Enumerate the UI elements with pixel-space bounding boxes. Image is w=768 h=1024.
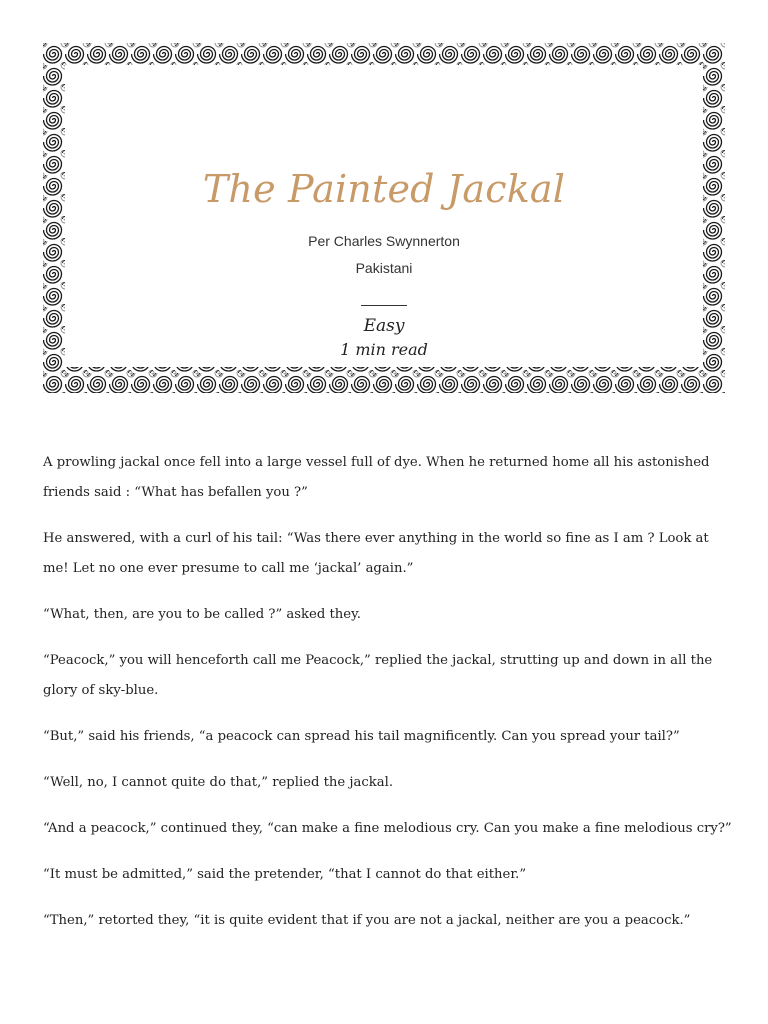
story-paragraph: A prowling jackal once fell into a large vessel full of dye. When he returned home all his astonished friends said : “What has befallen you ?” [43, 455, 710, 500]
story-paragraph: “It must be admitted,” said the pretender, “that I cannot do that either.” [43, 867, 527, 882]
story-paragraph: “Peacock,” you will henceforth call me Peacock,” replied the jackal, strutting up and down in all the glory of sky-blue. [43, 653, 713, 698]
story-paragraph: “What, then, are you to be called ?” asked they. [43, 607, 361, 622]
difficulty-label: Easy [363, 316, 405, 336]
story-paragraph: “Then,” retorted they, “it is quite evident that if you are not a jackal, neither are you a peacock.” [43, 913, 691, 928]
story-body [43, 448, 733, 952]
story-paragraph: He answered, with a curl of his tail: “Was there ever anything in the world so fine as I am ? Look at me! Let no one ever presume to call me ‘jackal’ again.” [43, 531, 709, 576]
divider [361, 305, 407, 306]
origin-label: Pakistani [355, 260, 413, 276]
swirl-border-frame [43, 43, 725, 393]
author-line: Per Charles Swynnerton [308, 233, 460, 249]
story-paragraph: “And a peacock,” continued they, “can make a fine melodious cry. Can you make a fine melodious cry?” [43, 821, 732, 836]
story-title: The Painted Jackal [202, 167, 566, 211]
story-paragraph: “But,” said his friends, “a peacock can spread his tail magnificently. Can you spread your tail?” [43, 729, 680, 744]
read-time: 1 min read [340, 340, 428, 359]
title-card [65, 65, 703, 367]
story-paragraph: “Well, no, I cannot quite do that,” replied the jackal. [43, 775, 394, 790]
